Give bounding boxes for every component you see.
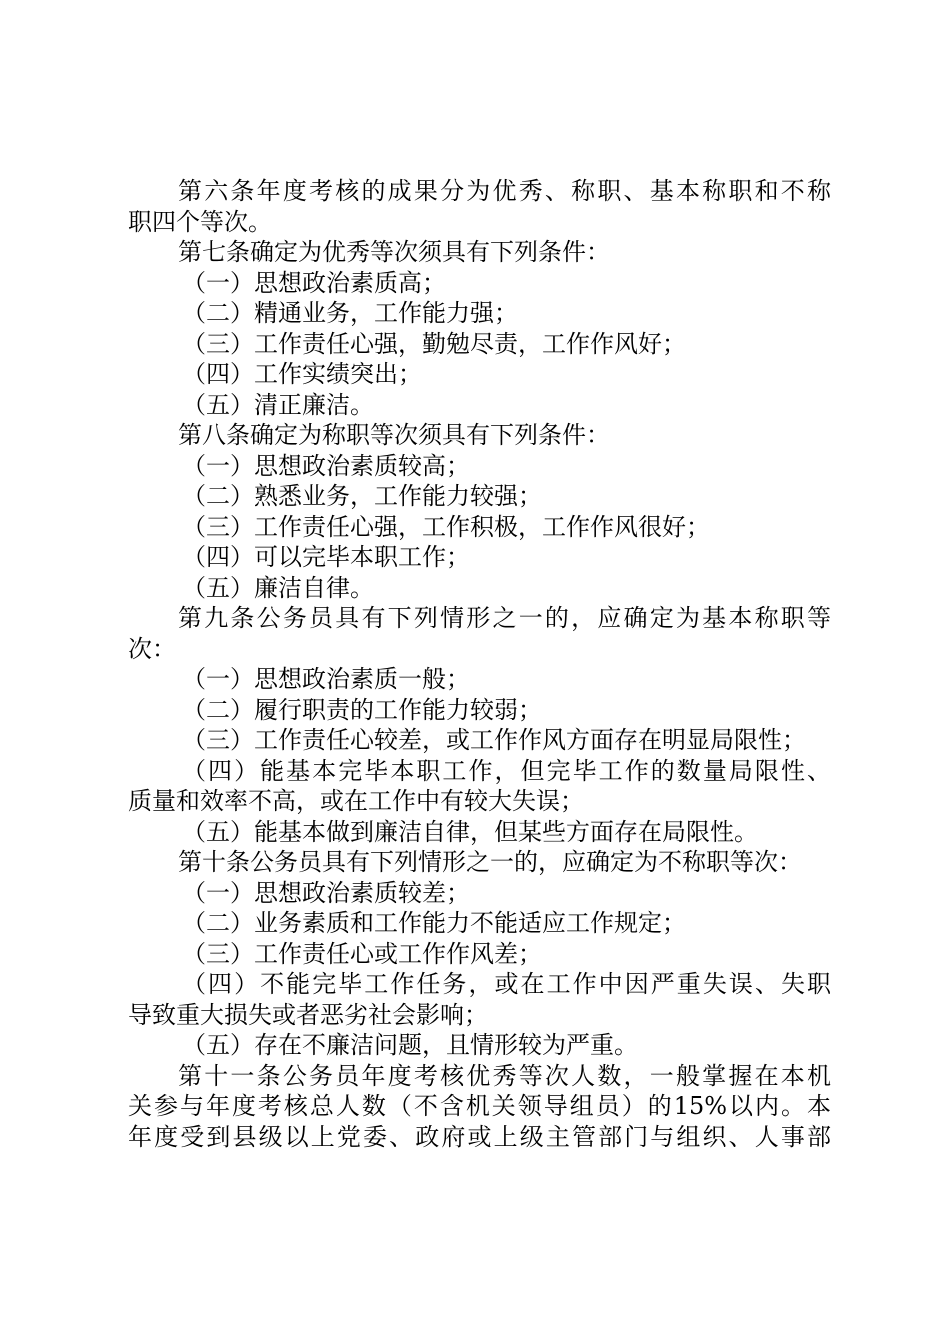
article-8-heading: 第八条确定为称职等次须具有下列条件： (178, 421, 610, 449)
article-11-line-3: 年度受到县级以上党委、政府或上级主管部门与组织、人事部 (128, 1122, 831, 1151)
article-10-heading: 第十条公务员具有下列情形之一的，应确定为不称职等次： (178, 848, 802, 876)
article-11-line-2: 关参与年度考核总人数（不含机关领导组员）的15%以内。本 (128, 1092, 831, 1120)
article-6-line-2: 职四个等次。 (128, 207, 272, 236)
article-9-item-5: （五）能基本做到廉洁自律，但某些方面存在局限性。 (182, 817, 758, 846)
article-7-item-1: （一）思想政治素质高； (182, 268, 446, 297)
article-9-item-2: （二）履行职责的工作能力较弱； (182, 695, 542, 724)
article-7-item-4: （四）工作实绩突出； (182, 360, 422, 388)
article-9-item-3: （三）工作责任心较差，或工作作风方面存在明显局限性； (182, 726, 806, 754)
article-7-item-2: （二）精通业务，工作能力强； (182, 299, 518, 327)
article-8-item-4: （四）可以完毕本职工作； (182, 543, 470, 571)
article-6-line-1: 第六条年度考核的成果分为优秀、称职、基本称职和不称 (178, 177, 831, 205)
article-9-item-4-line-1: （四）能基本完毕本职工作，但完毕工作的数量局限性、 (182, 756, 831, 785)
article-8-item-2: （二）熟悉业务，工作能力较强； (182, 482, 542, 510)
article-10-item-2: （二）业务素质和工作能力不能适应工作规定； (182, 909, 686, 937)
article-8-item-5: （五）廉洁自律。 (182, 573, 374, 602)
article-10-item-4-line-2: 导致重大损失或者恶劣社会影响； (128, 1000, 488, 1029)
article-9-line-1: 第九条公务员具有下列情形之一的，应确定为基本称职等 (178, 604, 831, 632)
article-9-item-4-line-2: 质量和效率不高，或在工作中有较大失误； (128, 787, 584, 815)
article-10-item-3: （三）工作责任心或工作作风差； (182, 939, 542, 968)
article-10-item-1: （一）思想政治素质较差； (182, 878, 470, 907)
article-7-item-5: （五）清正廉洁。 (182, 390, 374, 419)
article-8-item-3: （三）工作责任心强，工作积极，工作作风很好； (182, 512, 710, 541)
article-11-line-1: 第十一条公务员年度考核优秀等次人数，一般掌握在本机 (178, 1061, 831, 1090)
article-8-item-1: （一）思想政治素质较高； (182, 451, 470, 480)
article-10-item-5: （五）存在不廉洁问题，且情形较为严重。 (182, 1031, 638, 1059)
article-9-item-1: （一）思想政治素质一般； (182, 665, 470, 693)
article-10-item-4-line-1: （四）不能完毕工作任务，或在工作中因严重失误、失职 (182, 970, 831, 998)
article-7-heading: 第七条确定为优秀等次须具有下列条件： (178, 238, 610, 266)
article-9-line-2: 次： (128, 634, 176, 663)
document-body (128, 176, 831, 1152)
article-7-item-3: （三）工作责任心强，勤勉尽责，工作作风好； (182, 329, 686, 358)
